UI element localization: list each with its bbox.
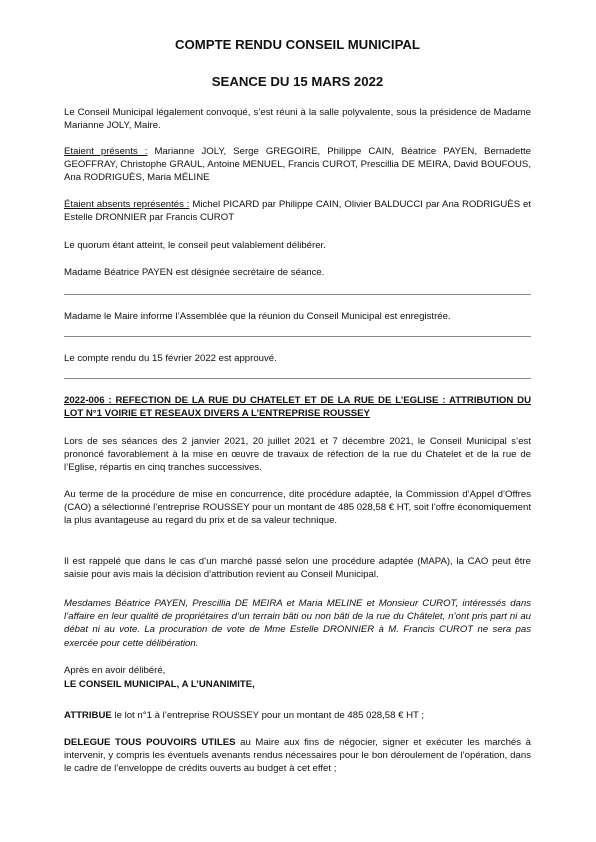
attribue-label: ATTRIBUE	[64, 710, 112, 721]
separator-rule	[64, 294, 531, 295]
delegue-text: au Maire aux fins de négocier, signer et exécuter les marchés à intervenir, y compris les éventuels avenants rendus nécessaires pour le bon déroulement de l’opération, dans le cadre de l’enveloppe de crédits ouverts au budget à cet effet ;	[64, 737, 532, 775]
absents-label: Étaient absents représentés :	[64, 199, 190, 210]
recording-paragraph: Madame le Maire informe l’Assemblée que la réunion du Conseil Municipal est enregistrée.	[64, 311, 451, 322]
attribue-text: le lot n°1 à l’entreprise ROUSSEY pour un montant de 485 028,58 € HT ;	[111, 710, 425, 721]
presents-list: Marianne JOLY, Serge GREGOIRE, Philippe CAIN, Béatrice PAYEN, Bernadette GEOFFRAY, Christophe GRAUL, Antoine MENUEL, Francis CUROT, Prescillia DE MEIRA, David BOUFOUS, Ana RODRIGUÈS, Maria MÉLINE	[64, 146, 531, 184]
after-deliberation-line: Après en avoir délibéré,	[64, 665, 166, 676]
absents-paragraph	[64, 198, 531, 224]
deliberation-paragraph-1: Lors de ses séances des 2 janvier 2021, 20 juillet 2021 et 7 décembre 2021, le Conseil Municipal s’est prononcé favorablement à la mise en œuvre de travaux de réfection de la rue du Chatelet et de la rue de l’Eglise, répartis en cinq tranches successives.	[64, 436, 531, 474]
deliberation-heading: 2022-006 : REFECTION DE LA RUE DU CHATELET ET DE LA RUE DE L’EGLISE : ATTRIBUTION DU LOT N°1 VOIRIE ET RESEAUX DIVERS A L’ENTREPRISE ROUSSEY	[64, 395, 531, 420]
attribue-paragraph	[64, 709, 531, 722]
separator-rule	[64, 336, 531, 337]
deliberation-paragraph-3: Il est rappelé que dans le cas d’un marché passé selon une procédure adaptée (MAPA), la CAO peut être saisie pour avis mais la décision d’attribution revient au Conseil Municipal.	[64, 556, 531, 581]
secretary-paragraph: Madame Béatrice PAYEN est désignée secrétaire de séance.	[64, 267, 325, 278]
approval-paragraph: Le compte rendu du 15 février 2022 est approuvé.	[64, 353, 277, 364]
session-date-title: SEANCE DU 15 MARS 2022	[211, 74, 384, 89]
presents-paragraph	[64, 145, 531, 185]
deliberation-paragraph-4: Mesdames Béatrice PAYEN, Prescillia DE MEIRA et Maria MELINE et Monsieur CUROT, intéressés dans l’affaire en leur qualité de propriétaires d’un terrain bâti ou non bâti de la rue du Châtelet, n’ont pris part ni au débat ni au vote. La procuration de vote de Mme Estelle DRONNIER à M. Francis CUROT ne sera pas exercée pour cette délibération.	[64, 598, 531, 649]
intro-paragraph: Le Conseil Municipal légalement convoqué, s’est réuni à la salle polyvalente, sous la présidence de Madame Marianne JOLY, Maire.	[64, 107, 531, 132]
document-title: COMPTE RENDU CONSEIL MUNICIPAL	[175, 37, 420, 52]
delegue-paragraph	[64, 736, 531, 776]
delegue-label: DELEGUE TOUS POUVOIRS UTILES	[64, 737, 236, 748]
deliberation-paragraph-2: Au terme de la procédure de mise en concurrence, dite procédure adaptée, la Commission d’Appel d’Offres (CAO) a sélectionné l’entreprise ROUSSEY pour un montant de 485 028,58 € HT, soit l’offre économiquement la plus avantageuse au regard du prix et de sa valeur technique.	[64, 489, 531, 527]
absents-list: Michel PICARD par Philippe CAIN, Olivier BALDUCCI par Ana RODRIGUÈS et Estelle DRONNIER par Francis CUROT	[64, 199, 531, 224]
presents-label: Etaient présents :	[64, 146, 148, 157]
quorum-paragraph: Le quorum étant atteint, le conseil peut valablement délibérer.	[64, 240, 326, 251]
unanimity-line: LE CONSEIL MUNICIPAL, A L’UNANIMITE,	[64, 679, 255, 690]
separator-rule	[64, 378, 531, 379]
